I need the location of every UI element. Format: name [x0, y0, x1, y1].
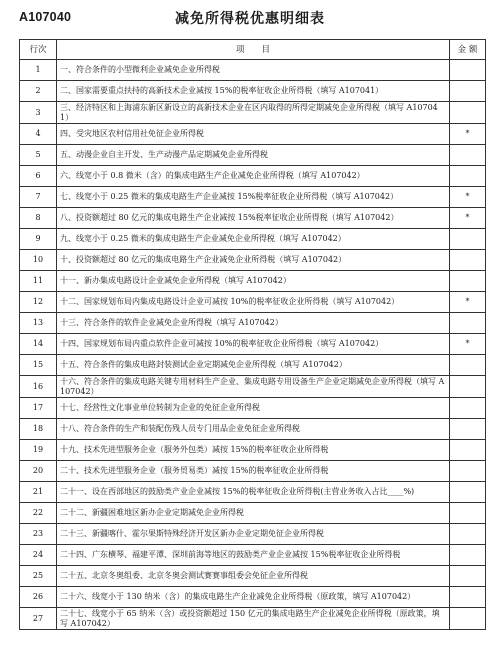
- row-item-text: 二十二、新疆困难地区新办企业定期减免企业所得税: [57, 503, 450, 524]
- row-line-number: 21: [20, 482, 57, 503]
- row-item-text: 十、投资额超过 80 亿元的集成电路生产企业减免企业所得税（填写 A107042）: [57, 250, 450, 271]
- table-row: [20, 334, 486, 355]
- row-line-number: 1: [20, 60, 57, 81]
- row-amount-cell[interactable]: [450, 355, 486, 376]
- row-item-text: 十九、技术先进型服务企业（服务外包类）减按 15%的税率征收企业所得税: [57, 440, 450, 461]
- row-line-number: 2: [20, 81, 57, 102]
- row-amount-cell[interactable]: [450, 419, 486, 440]
- row-amount-cell[interactable]: [450, 482, 486, 503]
- row-item-text: 十六、符合条件的集成电路关键专用材料生产企业、集成电路专用设备生产企业定期减免企业所得税（填写 A107042）: [57, 376, 450, 398]
- row-item-text: 二十六、线宽小于 130 纳米（含）的集成电路生产企业减免企业所得税（原政策，填写 A107042）: [57, 587, 450, 608]
- table-row: [20, 566, 486, 587]
- row-line-number: 19: [20, 440, 57, 461]
- row-amount-cell[interactable]: *: [450, 292, 486, 313]
- row-item-text: 十五、符合条件的集成电路封装测试企业定期减免企业所得税（填写 A107042）: [57, 355, 450, 376]
- table-row: [20, 229, 486, 250]
- table-row: [20, 166, 486, 187]
- row-line-number: 5: [20, 145, 57, 166]
- row-amount-cell[interactable]: [450, 587, 486, 608]
- table-row: [20, 81, 486, 102]
- row-amount-cell[interactable]: [450, 461, 486, 482]
- row-item-text: 二十四、广东横琴、福建平潭、深圳前海等地区的鼓励类产业企业减按 15%税率征收企业所得税: [57, 545, 450, 566]
- row-amount-cell[interactable]: [450, 608, 486, 630]
- row-line-number: 22: [20, 503, 57, 524]
- table-row: [20, 482, 486, 503]
- row-item-text: 二十五、北京冬奥组委、北京冬奥会测试赛赛事组委会免征企业所得税: [57, 566, 450, 587]
- row-item-text: 二十、技术先进型服务企业（服务贸易类）减按 15%的税率征收企业所得税: [57, 461, 450, 482]
- row-item-text: 六、线宽小于 0.8 微米（含）的集成电路生产企业减免企业所得税（填写 A107042）: [57, 166, 450, 187]
- row-amount-cell[interactable]: [450, 102, 486, 124]
- table-row: [20, 398, 486, 419]
- table-row: [20, 587, 486, 608]
- row-line-number: 16: [20, 376, 57, 398]
- table-row: [20, 271, 486, 292]
- table-row: [20, 292, 486, 313]
- row-line-number: 7: [20, 187, 57, 208]
- row-item-text: 十一、新办集成电路设计企业减免企业所得税（填写 A107042）: [57, 271, 450, 292]
- column-header-line-no: 行次: [20, 40, 57, 60]
- row-amount-cell[interactable]: [450, 440, 486, 461]
- table-row: [20, 250, 486, 271]
- row-item-text: 十三、符合条件的软件企业减免企业所得税（填写 A107042）: [57, 313, 450, 334]
- row-line-number: 18: [20, 419, 57, 440]
- column-header-item: 项 目: [57, 40, 450, 60]
- row-item-text: 二十一、设在西部地区的鼓励类产业企业减按 15%的税率征收企业所得税(主营业务收入占比____%): [57, 482, 450, 503]
- row-line-number: 13: [20, 313, 57, 334]
- row-item-text: 十二、国家规划布局内集成电路设计企业可减按 10%的税率征收企业所得税（填写 A107042）: [57, 292, 450, 313]
- row-line-number: 27: [20, 608, 57, 630]
- table-row: [20, 440, 486, 461]
- row-amount-cell[interactable]: [450, 545, 486, 566]
- row-amount-cell[interactable]: [450, 250, 486, 271]
- table-row: [20, 208, 486, 229]
- table-row: [20, 524, 486, 545]
- row-line-number: 14: [20, 334, 57, 355]
- row-amount-cell[interactable]: [450, 145, 486, 166]
- row-line-number: 4: [20, 124, 57, 145]
- table-row: [20, 355, 486, 376]
- row-line-number: 20: [20, 461, 57, 482]
- table-body: [20, 60, 486, 630]
- table-row: [20, 102, 486, 124]
- row-amount-cell[interactable]: [450, 503, 486, 524]
- row-amount-cell[interactable]: [450, 60, 486, 81]
- row-amount-cell[interactable]: *: [450, 334, 486, 355]
- row-amount-cell[interactable]: [450, 81, 486, 102]
- table-row: [20, 376, 486, 398]
- row-line-number: 6: [20, 166, 57, 187]
- table-header-row: [20, 40, 486, 60]
- row-line-number: 23: [20, 524, 57, 545]
- table-row: [20, 124, 486, 145]
- table-row: [20, 145, 486, 166]
- row-line-number: 9: [20, 229, 57, 250]
- form-code: A107040: [19, 10, 72, 24]
- row-amount-cell[interactable]: *: [450, 124, 486, 145]
- table-row: [20, 313, 486, 334]
- row-item-text: 九、线宽小于 0.25 微米的集成电路生产企业减免企业所得税（填写 A107042）: [57, 229, 450, 250]
- row-amount-cell[interactable]: [450, 376, 486, 398]
- row-line-number: 12: [20, 292, 57, 313]
- row-line-number: 25: [20, 566, 57, 587]
- row-line-number: 8: [20, 208, 57, 229]
- table-row: [20, 187, 486, 208]
- row-amount-cell[interactable]: [450, 166, 486, 187]
- row-item-text: 七、线宽小于 0.25 微米的集成电路生产企业减按 15%税率征收企业所得税（填写 A107042）: [57, 187, 450, 208]
- row-amount-cell[interactable]: *: [450, 187, 486, 208]
- row-amount-cell[interactable]: *: [450, 208, 486, 229]
- deduction-detail-table: [19, 39, 486, 630]
- row-amount-cell[interactable]: [450, 524, 486, 545]
- row-item-text: 二十三、新疆喀什、霍尔果斯特殊经济开发区新办企业定期免征企业所得税: [57, 524, 450, 545]
- row-line-number: 10: [20, 250, 57, 271]
- table-row: [20, 503, 486, 524]
- row-item-text: 八、投资额超过 80 亿元的集成电路生产企业减按 15%税率征收企业所得税（填写 A107042）: [57, 208, 450, 229]
- row-item-text: 十八、符合条件的生产和装配伤残人员专门用品企业免征企业所得税: [57, 419, 450, 440]
- table-row: [20, 461, 486, 482]
- row-line-number: 15: [20, 355, 57, 376]
- row-amount-cell[interactable]: [450, 566, 486, 587]
- row-line-number: 24: [20, 545, 57, 566]
- table-row: [20, 608, 486, 630]
- row-item-text: 十七、经营性文化事业单位转制为企业的免征企业所得税: [57, 398, 450, 419]
- row-item-text: 二十七、线宽小于 65 纳米（含）或投资额超过 150 亿元的集成电路生产企业减免企业所得税（原政策，填写 A107042）: [57, 608, 450, 630]
- row-amount-cell[interactable]: [450, 229, 486, 250]
- row-item-text: 三、经济特区和上海浦东新区新设立的高新技术企业在区内取得的所得定期减免企业所得税（填写 A107041）: [57, 102, 450, 124]
- form-title: 减免所得税优惠明细表: [175, 11, 325, 27]
- table-row: [20, 545, 486, 566]
- column-header-amount: 金 额: [450, 40, 486, 60]
- row-line-number: 26: [20, 587, 57, 608]
- row-item-text: 一、符合条件的小型微利企业减免企业所得税: [57, 60, 450, 81]
- row-item-text: 四、受灾地区农村信用社免征企业所得税: [57, 124, 450, 145]
- row-item-text: 五、动漫企业自主开发、生产动漫产品定期减免企业所得税: [57, 145, 450, 166]
- row-amount-cell[interactable]: [450, 313, 486, 334]
- row-line-number: 17: [20, 398, 57, 419]
- row-item-text: 十四、国家规划布局内重点软件企业可减按 10%的税率征收企业所得税（填写 A107042）: [57, 334, 450, 355]
- row-item-text: 二、国家需要重点扶持的高新技术企业减按 15%的税率征收企业所得税（填写 A107041）: [57, 81, 450, 102]
- row-amount-cell[interactable]: [450, 271, 486, 292]
- form-header: [0, 0, 500, 44]
- row-line-number: 3: [20, 102, 57, 124]
- table-row: [20, 60, 486, 81]
- table-row: [20, 419, 486, 440]
- row-amount-cell[interactable]: [450, 398, 486, 419]
- row-line-number: 11: [20, 271, 57, 292]
